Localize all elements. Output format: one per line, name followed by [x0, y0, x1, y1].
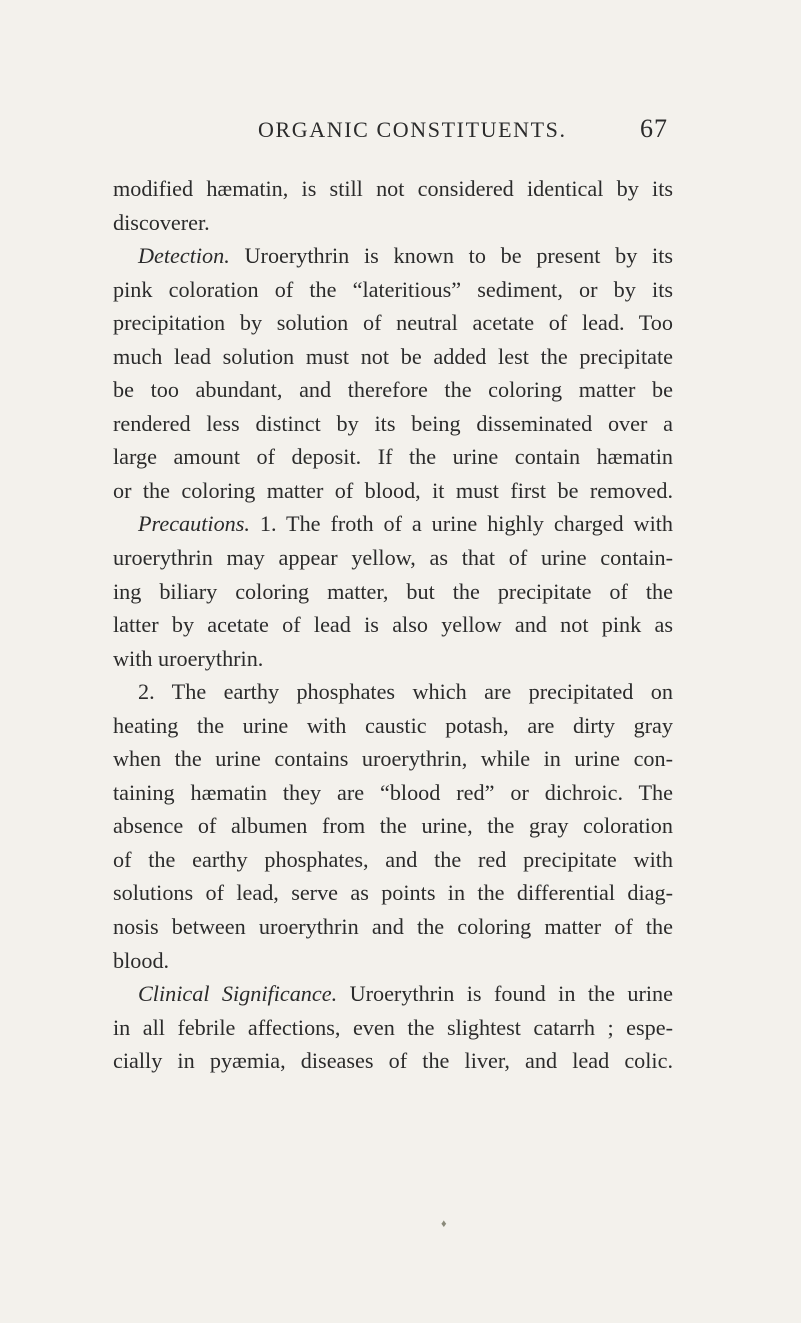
text-line [113, 340, 673, 374]
page-number: 67 [640, 114, 668, 143]
line-text: nosis between uroerythrin and the coloring matter of the [113, 914, 673, 940]
printer-mark-icon: ♦ [441, 1218, 447, 1230]
line-text: with uroerythrin. [113, 645, 264, 671]
text-line [113, 776, 673, 810]
running-head-title: ORGANIC CONSTITUENTS. [258, 117, 567, 142]
text-line [113, 1011, 673, 1045]
line-text: or the coloring matter of blood, it must first be removed. [113, 477, 673, 503]
text-line [113, 944, 673, 978]
text-line [113, 373, 673, 407]
text-line [113, 306, 673, 340]
line-text: Uroerythrin is found in the urine [337, 981, 673, 1007]
text-line [113, 642, 673, 676]
line-text: rendered less distinct by its being disseminated over a [113, 410, 673, 436]
line-text: cially in pyæmia, diseases of the liver, and lead colic. [113, 1048, 673, 1074]
text-line [113, 172, 673, 206]
line-text: precipitation by solution of neutral acetate of lead. Too [113, 310, 673, 336]
line-text: uroerythrin may appear yellow, as that of urine contain- [113, 545, 673, 571]
line-text: large amount of deposit. If the urine contain hæmatin [113, 444, 673, 470]
line-text: ing biliary coloring matter, but the precipitate of the [113, 578, 673, 604]
text-line [113, 407, 673, 441]
line-text: heating the urine with caustic potash, are dirty gray [113, 712, 673, 738]
text-line [113, 843, 673, 877]
text-line [113, 1044, 673, 1078]
line-text: in all febrile affections, even the slightest catarrh ; espe- [113, 1014, 673, 1040]
line-text: discoverer. [113, 209, 210, 235]
line-text: be too abundant, and therefore the coloring matter be [113, 377, 673, 403]
line-text: taining hæmatin they are “blood red” or dichroic. The [113, 779, 673, 805]
text-line [113, 675, 673, 709]
line-text: when the urine contains uroerythrin, while in urine con- [113, 746, 673, 772]
text-line [113, 608, 673, 642]
section-lead-in: Detection. [138, 243, 230, 269]
text-line [113, 876, 673, 910]
text-line [113, 440, 673, 474]
text-line [113, 507, 673, 541]
running-head [0, 114, 801, 147]
text-line [113, 977, 673, 1011]
text-line [113, 910, 673, 944]
text-line [113, 575, 673, 609]
line-text: of the earthy phosphates, and the red precipitate with [113, 846, 673, 872]
line-text: absence of albumen from the urine, the gray coloration [113, 813, 673, 839]
text-line [113, 206, 673, 240]
line-text: 1. The froth of a urine highly charged with [249, 511, 673, 537]
line-text: pink coloration of the “lateritious” sediment, or by its [113, 276, 673, 302]
text-line [113, 742, 673, 776]
line-text: much lead solution must not be added lest the precipitate [113, 343, 673, 369]
line-text: 2. The earthy phosphates which are precipitated on [138, 679, 673, 705]
text-line [113, 541, 673, 575]
line-text: modified hæmatin, is still not considered identical by its [113, 176, 673, 201]
section-lead-in: Clinical Significance. [138, 981, 338, 1007]
body-text [113, 172, 673, 1078]
text-line [113, 273, 673, 307]
line-text: solutions of lead, serve as points in the differential diag- [113, 880, 673, 906]
text-line [113, 809, 673, 843]
text-line [113, 239, 673, 273]
text-line [113, 474, 673, 508]
section-lead-in: Precautions. [138, 511, 250, 537]
line-text: latter by acetate of lead is also yellow and not pink as [113, 612, 673, 638]
line-text: blood. [113, 947, 170, 973]
text-line [113, 709, 673, 743]
line-text: Uroerythrin is known to be present by its [229, 243, 673, 269]
